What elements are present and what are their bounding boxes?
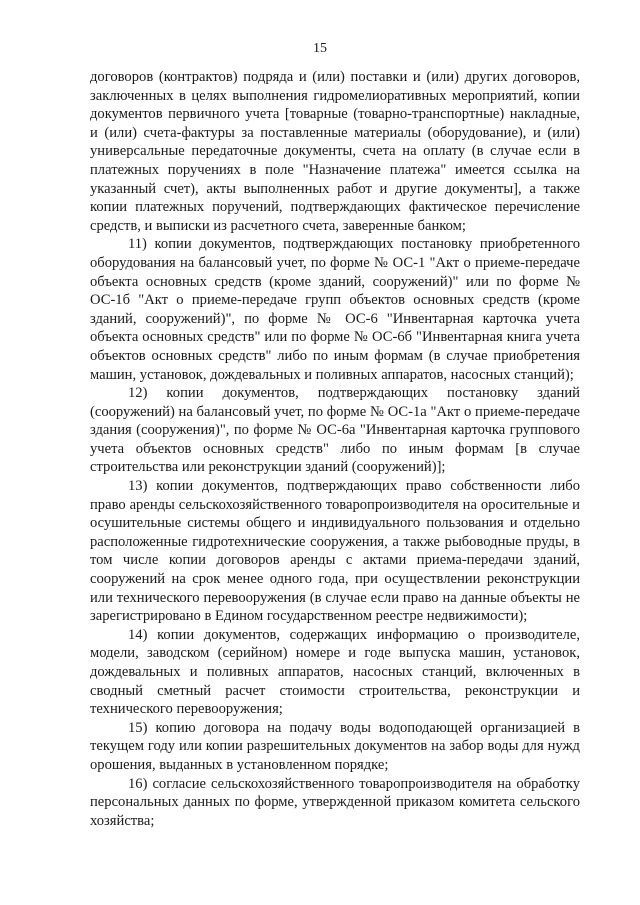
paragraph-continuation: договоров (контрактов) подряда и (или) поставки и (или) других договоров, заключенных в целях выполнения гидромелиоративных мероприятий, копии документов первичного учета [товарные (товарно-транспортные) накладные, и (или) счета-фактуры за поставленные материалы (оборудование), и (или) универсальные передаточные документы, счета на оплату (в случае если в платежных поручениях в поле "Назначение платежа" имеется ссылка на указанный счет), акты выполненных работ и другие документы], а также копии платежных поручений, подтверждающих фактическое перечисление средств, и выписки из расчетного счета, заверенные банком; [90,69,580,234]
paragraph-item-15: 15) копию договора на подачу воды водоподающей организацией в текущем году или копии разрешительных документов на забор воды для нужд орошения, выданных в установленном порядке; [90,719,580,773]
paragraph-item-11: 11) копии документов, подтверждающих постановку приобретенного оборудования на балансовый учет, по форме № ОС-1 "Акт о приеме-передаче объекта основных средств (кроме зданий, сооружений)" или по форме № ОС-1б "Акт о приеме-передаче групп объектов основных средств (кроме зданий, сооружений)", по форме № ОС-6 "Инвентарная карточка учета объекта основных средств" или по форме № ОС-6б "Инвентарная книга учета объектов основных средств" либо по иным формам (в случае приобретения машин, установок, дождевальных и поливных аппаратов, насосных станций); [90,236,580,383]
paragraph-item-14: 14) копии документов, содержащих информацию о производителе, модели, заводском (серийном) номере и годе выпуска машин, установок, дождевальных и поливных аппаратов, насосных станций, включенных в сводный сметный расчет стоимости строительства, реконструкции и технического перевооружения; [90,626,580,718]
page-number: 15 [313,41,327,56]
document-body [90,68,580,830]
paragraph-item-16: 16) согласие сельскохозяйственного товаропроизводителя на обработку персональных данных по форме, утвержденной приказом комитета сельского хозяйства; [90,775,580,829]
paragraph-item-13: 13) копии документов, подтверждающих право собственности либо право аренды сельскохозяйственного товаропроизводителя на оросительные и осушительные системы общего и индивидуального пользования и отдельно расположенные гидротехнические сооружения, а также рыбоводные пруды, в том числе копии договоров аренды с актами приема-передачи зданий, сооружений на срок менее одного года, при осуществлении реконструкции или технического перевооружения (в случае если право на данные объекты не зарегистрировано в Едином государственном реестре недвижимости); [90,478,580,625]
paragraph-item-12: 12) копии документов, подтверждающих постановку зданий (сооружений) на балансовый учет, по форме № ОС-1а "Акт о приеме-передаче здания (сооружения)", по форме № ОС-6а "Инвентарная карточка группового учета объектов основных средств" либо по иным формам [в случае строительства или реконструкции зданий (сооружений)]; [90,385,580,476]
